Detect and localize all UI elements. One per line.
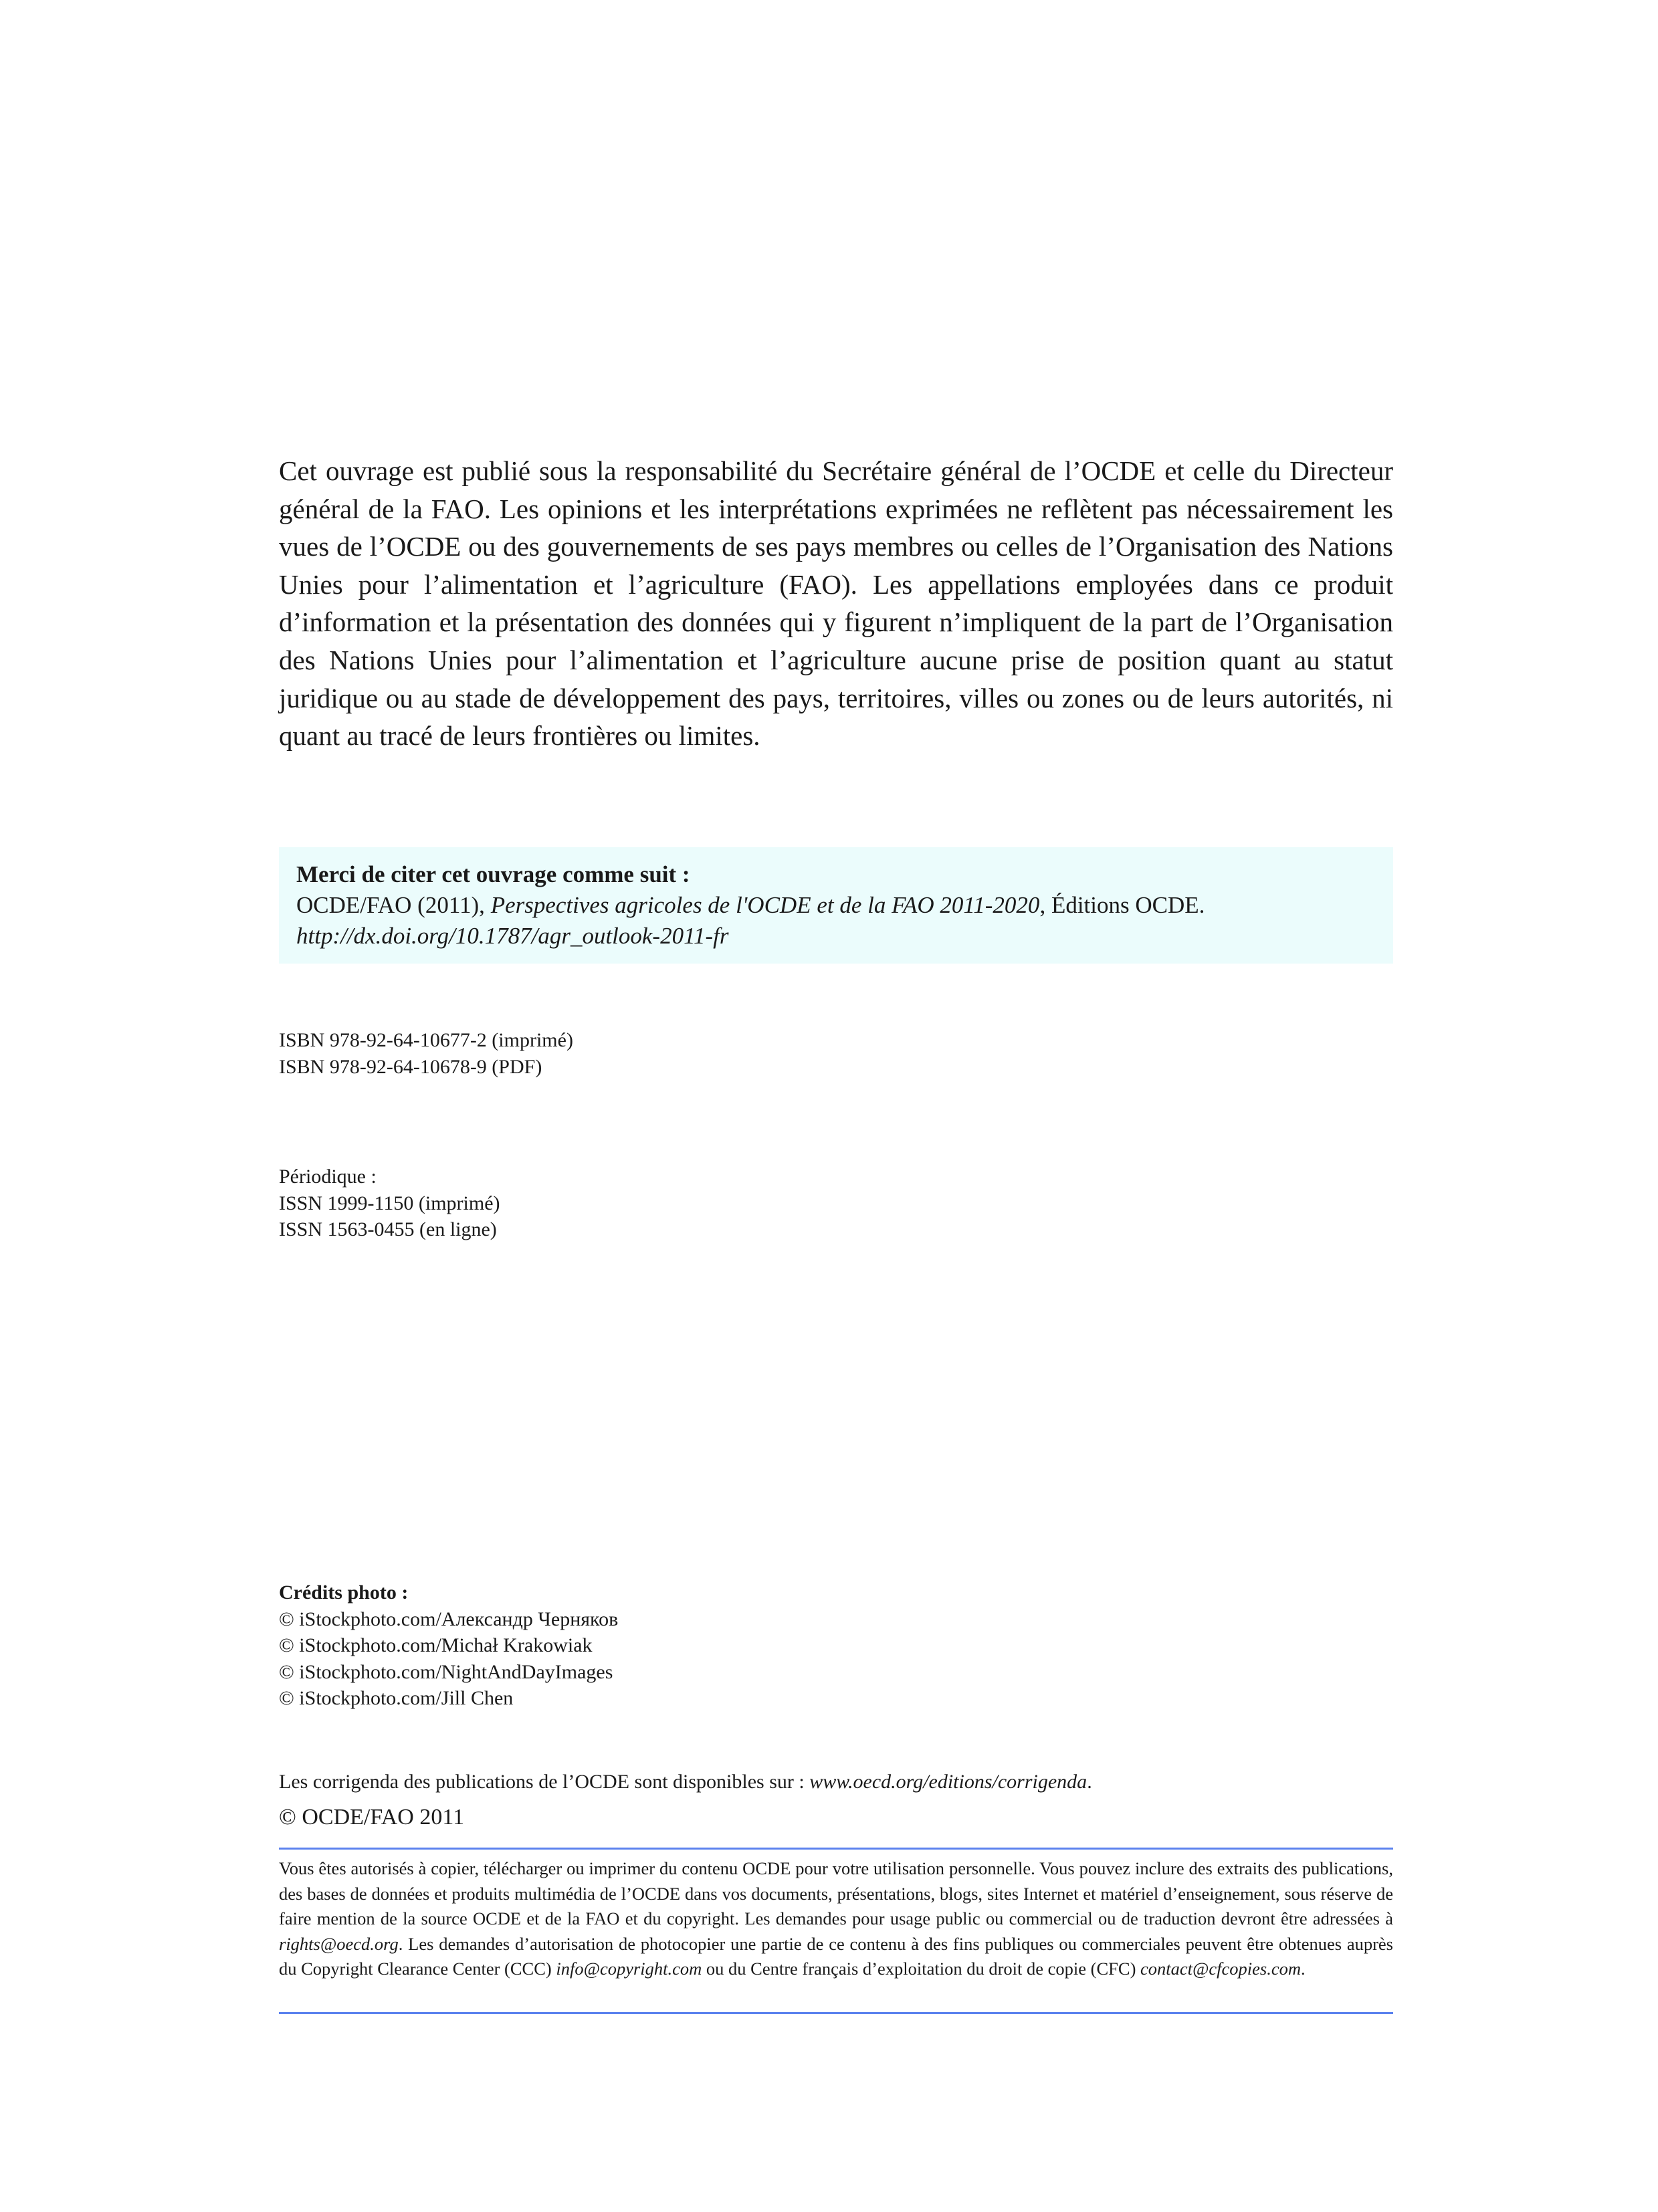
corrigenda-end: . bbox=[1087, 1771, 1092, 1793]
rights-text: . bbox=[1301, 1959, 1306, 1979]
photo-credits bbox=[279, 1579, 1393, 1712]
rights-text: ou du Centre français d’exploitation du droit de copie (CFC) bbox=[702, 1959, 1141, 1979]
isbn-pdf: ISBN 978-92-64-10678-9 (PDF) bbox=[279, 1055, 542, 1078]
issn-online: ISSN 1563-0455 (en ligne) bbox=[279, 1218, 497, 1240]
rights-email-link[interactable]: rights@oecd.org bbox=[279, 1933, 399, 1954]
corrigenda-link[interactable]: www.oecd.org/editions/corrigenda bbox=[809, 1771, 1087, 1793]
citation-reference bbox=[296, 890, 1376, 921]
photo-credits-label: Crédits photo : bbox=[279, 1581, 409, 1603]
citation-publisher: , Éditions OCDE. bbox=[1039, 892, 1205, 918]
citation-doi-link[interactable]: http://dx.doi.org/10.1787/agr_outlook-2011-fr bbox=[296, 923, 729, 949]
disclaimer-paragraph: Cet ouvrage est publié sous la responsabilité du Secrétaire général de l’OCDE et celle du Directeur général de la FAO. Les opinions et les interprétations exprimées ne reflètent pas nécessairement les vues de l’OCDE ou des gouvernements de ses pays membres ou celles de l’Organisation des Nations Unies pour l’alimentation et l’agriculture (FAO). Les appellations employées dans ce produit d’information et la présentation des données qui y figurent n’impliquent de la part de l’Organisation des Nations Unies pour l’alimentation et l’agriculture aucune prise de position quant au statut juridique ou au stade de développement des pays, territoires, villes ou zones ou de leurs autorités, ni quant au tracé de leurs frontières ou limites. bbox=[279, 455, 1393, 752]
citation-heading: Merci de citer cet ouvrage comme suit : bbox=[296, 861, 690, 887]
periodical-label: Périodique : bbox=[279, 1166, 377, 1188]
corrigenda-text: Les corrigenda des publications de l’OCDE sont disponibles sur : bbox=[279, 1771, 810, 1793]
rights-notice bbox=[279, 1856, 1393, 1982]
bottom-divider bbox=[279, 2012, 1393, 2014]
isbn-print: ISBN 978-92-64-10677-2 (imprimé) bbox=[279, 1029, 573, 1051]
isbn-block bbox=[279, 1027, 1393, 1080]
rights-text: . Les demandes d’autorisation de photocopier une partie de ce contenu à des fins publiques ou commerciales peuvent être obtenues auprès du Copyright Clearance Center (CCC) bbox=[279, 1933, 1393, 1979]
citation-title: Perspectives agricoles de l'OCDE et de la FAO 2011-2020 bbox=[490, 892, 1040, 918]
periodical-block bbox=[279, 1164, 1393, 1243]
corrigenda-note bbox=[279, 1769, 1393, 1795]
rights-text: Vous êtes autorisés à copier, télécharger ou imprimer du contenu OCDE pour votre utilisation personnelle. Vous pouvez inclure des extraits des publications, des bases de données et produits multimédia de l’OCDE dans vos documents, présentations, blogs, sites Internet et matériel d’enseignement, sous réserve de faire mention de la source OCDE et de la FAO et du copyright. Les demandes pour usage public ou commercial ou de traduction devront être adressées à bbox=[279, 1858, 1393, 1929]
photo-credit: © iStockphoto.com/Александр Черняков bbox=[279, 1608, 619, 1630]
ccc-email-link[interactable]: info@copyright.com bbox=[556, 1959, 702, 1979]
photo-credit: © iStockphoto.com/Jill Chen bbox=[279, 1687, 514, 1709]
photo-credit: © iStockphoto.com/NightAndDayImages bbox=[279, 1660, 613, 1683]
photo-credit: © iStockphoto.com/Michał Krakowiak bbox=[279, 1634, 593, 1656]
top-divider bbox=[279, 1848, 1393, 1850]
issn-print: ISSN 1999-1150 (imprimé) bbox=[279, 1192, 500, 1214]
citation-author: OCDE/FAO (2011), bbox=[296, 892, 491, 918]
cfc-email-link[interactable]: contact@cfcopies.com bbox=[1140, 1959, 1302, 1979]
copyright-line: © OCDE/FAO 2011 bbox=[279, 1805, 465, 1830]
citation-box bbox=[279, 847, 1393, 964]
